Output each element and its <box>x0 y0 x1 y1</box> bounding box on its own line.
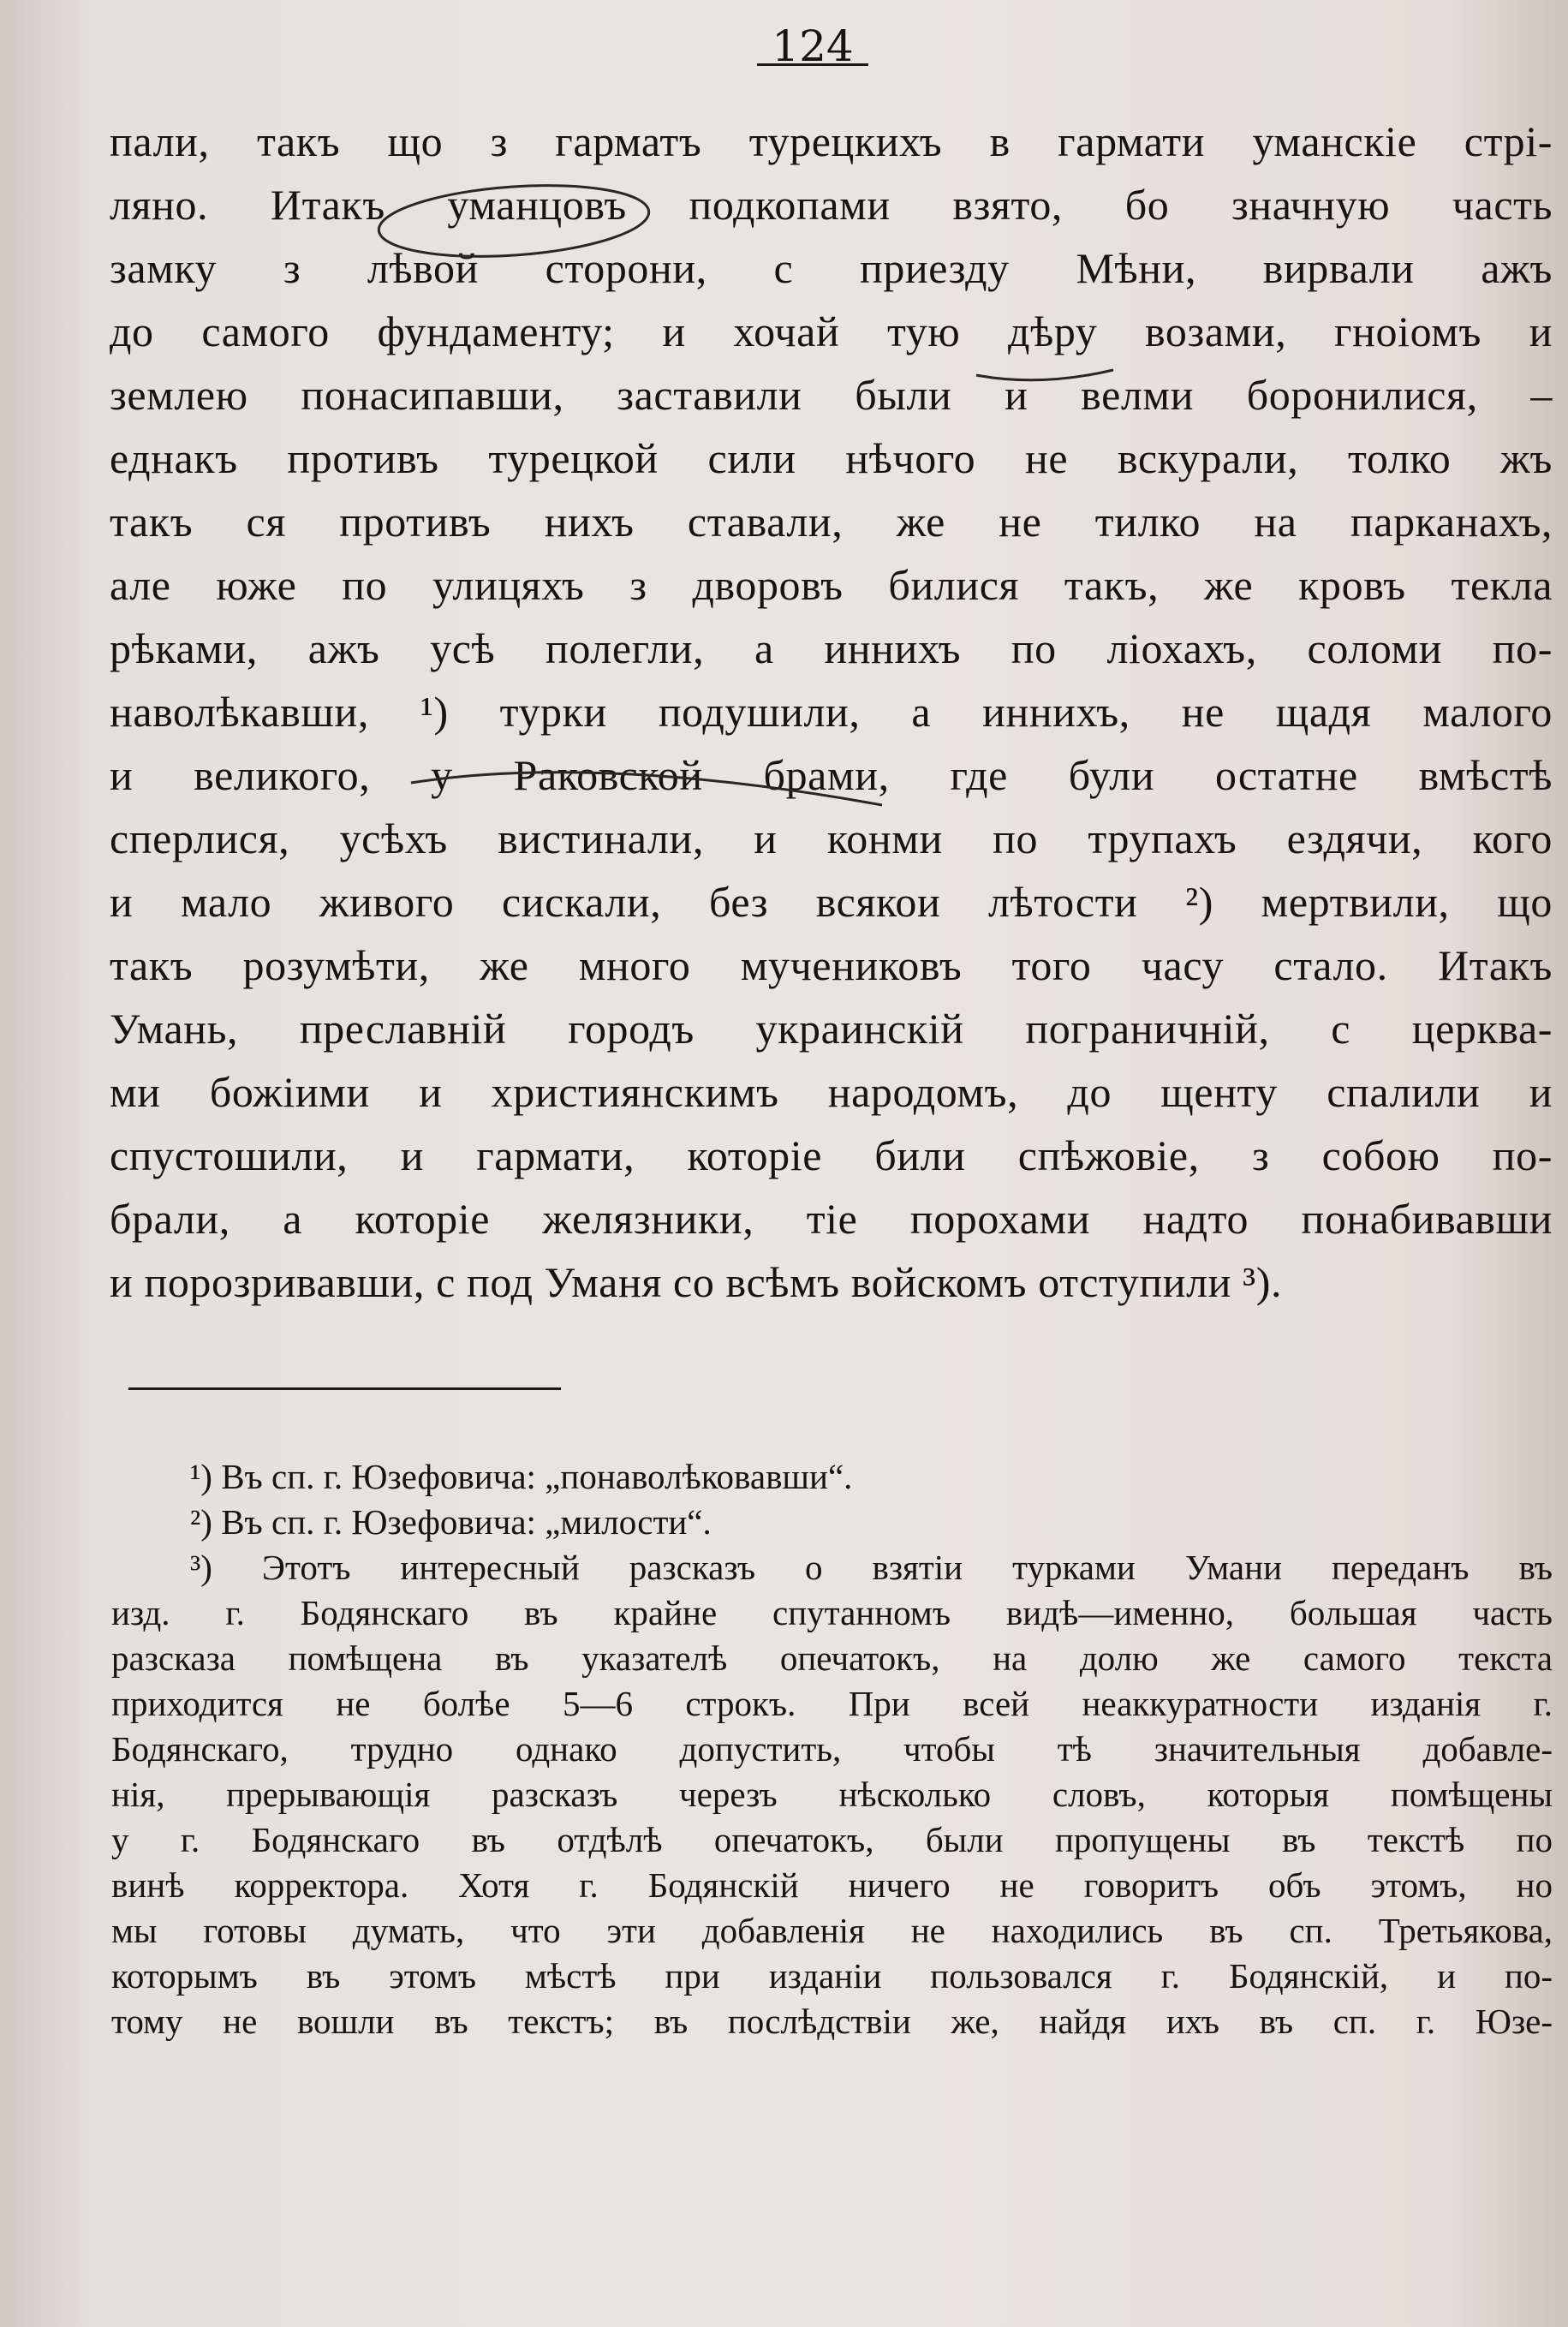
text-line: Умань, преславній городъ украинскій пограничній, с церква- <box>110 1005 1553 1053</box>
footnote-3-line: тому не вошли въ текстъ; въ послѣдствіи же, найдя ихъ въ сп. г. Юзе- <box>111 2002 1553 2041</box>
text-line: пали, такъ що з гарматъ турецкихъ в гармати уманскіе стрі- <box>110 117 1553 165</box>
pencil-stroke-mark <box>411 773 882 805</box>
footnote-3-line: изд. г. Бодянскаго въ крайне спутанномъ видѣ—именно, большая часть <box>111 1593 1553 1632</box>
text-line: землею понасипавши, заставили были и велми боронилися, – <box>110 371 1553 419</box>
text-line: такъ розумѣти, же много мучениковъ того часу стало. Итакъ <box>110 941 1553 989</box>
pencil-underline-mark <box>976 370 1113 380</box>
text-line: ми божіими и християнскимъ народомъ, до щенту спалили и <box>110 1068 1553 1116</box>
footnote-2: ²) Въ сп. г. Юзефовича: „милости“. <box>190 1502 712 1542</box>
footnote-3-line: разсказа помѣщена въ указателѣ опечатокъ, на долю же самого текста <box>111 1638 1553 1678</box>
text-line: ляно. Итакъ уманцовъ подкопами взято, бо значную часть <box>110 181 1553 229</box>
footnote-separator <box>128 1387 561 1390</box>
text-line: наволѣкавши, ¹) турки подушили, а иннихъ, не щадя малого <box>110 688 1553 736</box>
text-line: еднакъ противъ турецкой сили нѣчого не вскурали, толко жъ <box>110 434 1553 482</box>
footnote-3-line: у г. Бодянскаго въ отдѣлѣ опечатокъ, были пропущены въ текстѣ по <box>111 1820 1553 1859</box>
text-line: спустошили, и гармати, которіе били спѣжовіе, з собою по- <box>110 1131 1553 1179</box>
footnote-3-line: нія, прерывающія разсказъ черезъ нѣсколько словъ, которыя помѣщены <box>111 1775 1553 1814</box>
text-line: и великого, у Раковской брами, где були остатне вмѣстѣ <box>110 751 1553 799</box>
text-line: такъ ся противъ нихъ ставали, же не тилко на парканахъ, <box>110 498 1553 546</box>
footnote-3-line: приходится не болѣе 5—6 строкъ. При всей неаккуратности изданія г. <box>111 1684 1553 1723</box>
text-line: але юже по улицяхъ з дворовъ билися такъ, же кровъ текла <box>110 561 1553 609</box>
footnote-3-line: винѣ корректора. Хотя г. Бодянскій ничего не говоритъ объ этомъ, но <box>111 1865 1553 1905</box>
text-line: брали, а которіе желязники, тіе порохами надто понабивавши <box>110 1195 1553 1243</box>
text-line: и мало живого сискали, без всякои лѣтости ²) мертвили, що <box>110 878 1553 926</box>
text-line: до самого фундаменту; и хочай тую дѣру возами, гноіомъ и <box>110 307 1553 355</box>
text-line: сперлися, усѣхъ вистинали, и конми по трупахъ ездячи, кого <box>110 814 1553 862</box>
pencil-annotations <box>0 0 1568 856</box>
footnote-3-line: которымъ въ этомъ мѣстѣ при изданіи пользовался г. Бодянскій, и по- <box>111 1956 1553 1996</box>
footnotes <box>111 1454 1553 2044</box>
text-line: замку з лѣвой сторони, с приезду Мѣни, вирвали ажъ <box>110 244 1553 292</box>
page-number: 124 <box>772 21 854 71</box>
footnote-3-line: ³) Этотъ интересный разсказъ о взятіи турками Умани переданъ въ <box>190 1548 1553 1587</box>
text-line: рѣками, ажъ усѣ полегли, а иннихъ по ліохахъ, соломи по- <box>110 624 1553 672</box>
text-line: и порозривавши, с под Уманя со всѣмъ войскомъ отступили ³). <box>110 1258 1283 1306</box>
footnote-1: ¹) Въ сп. г. Юзефовича: „понаволѣковавши“. <box>190 1457 853 1496</box>
footnote-3-line: мы готовы думать, что эти добавленія не находились въ сп. Третьякова, <box>111 1911 1553 1950</box>
footnote-3-line: Бодянскаго, трудно однако допустить, чтобы тѣ значительныя добавле- <box>111 1729 1553 1769</box>
pencil-circle-mark <box>377 177 652 265</box>
